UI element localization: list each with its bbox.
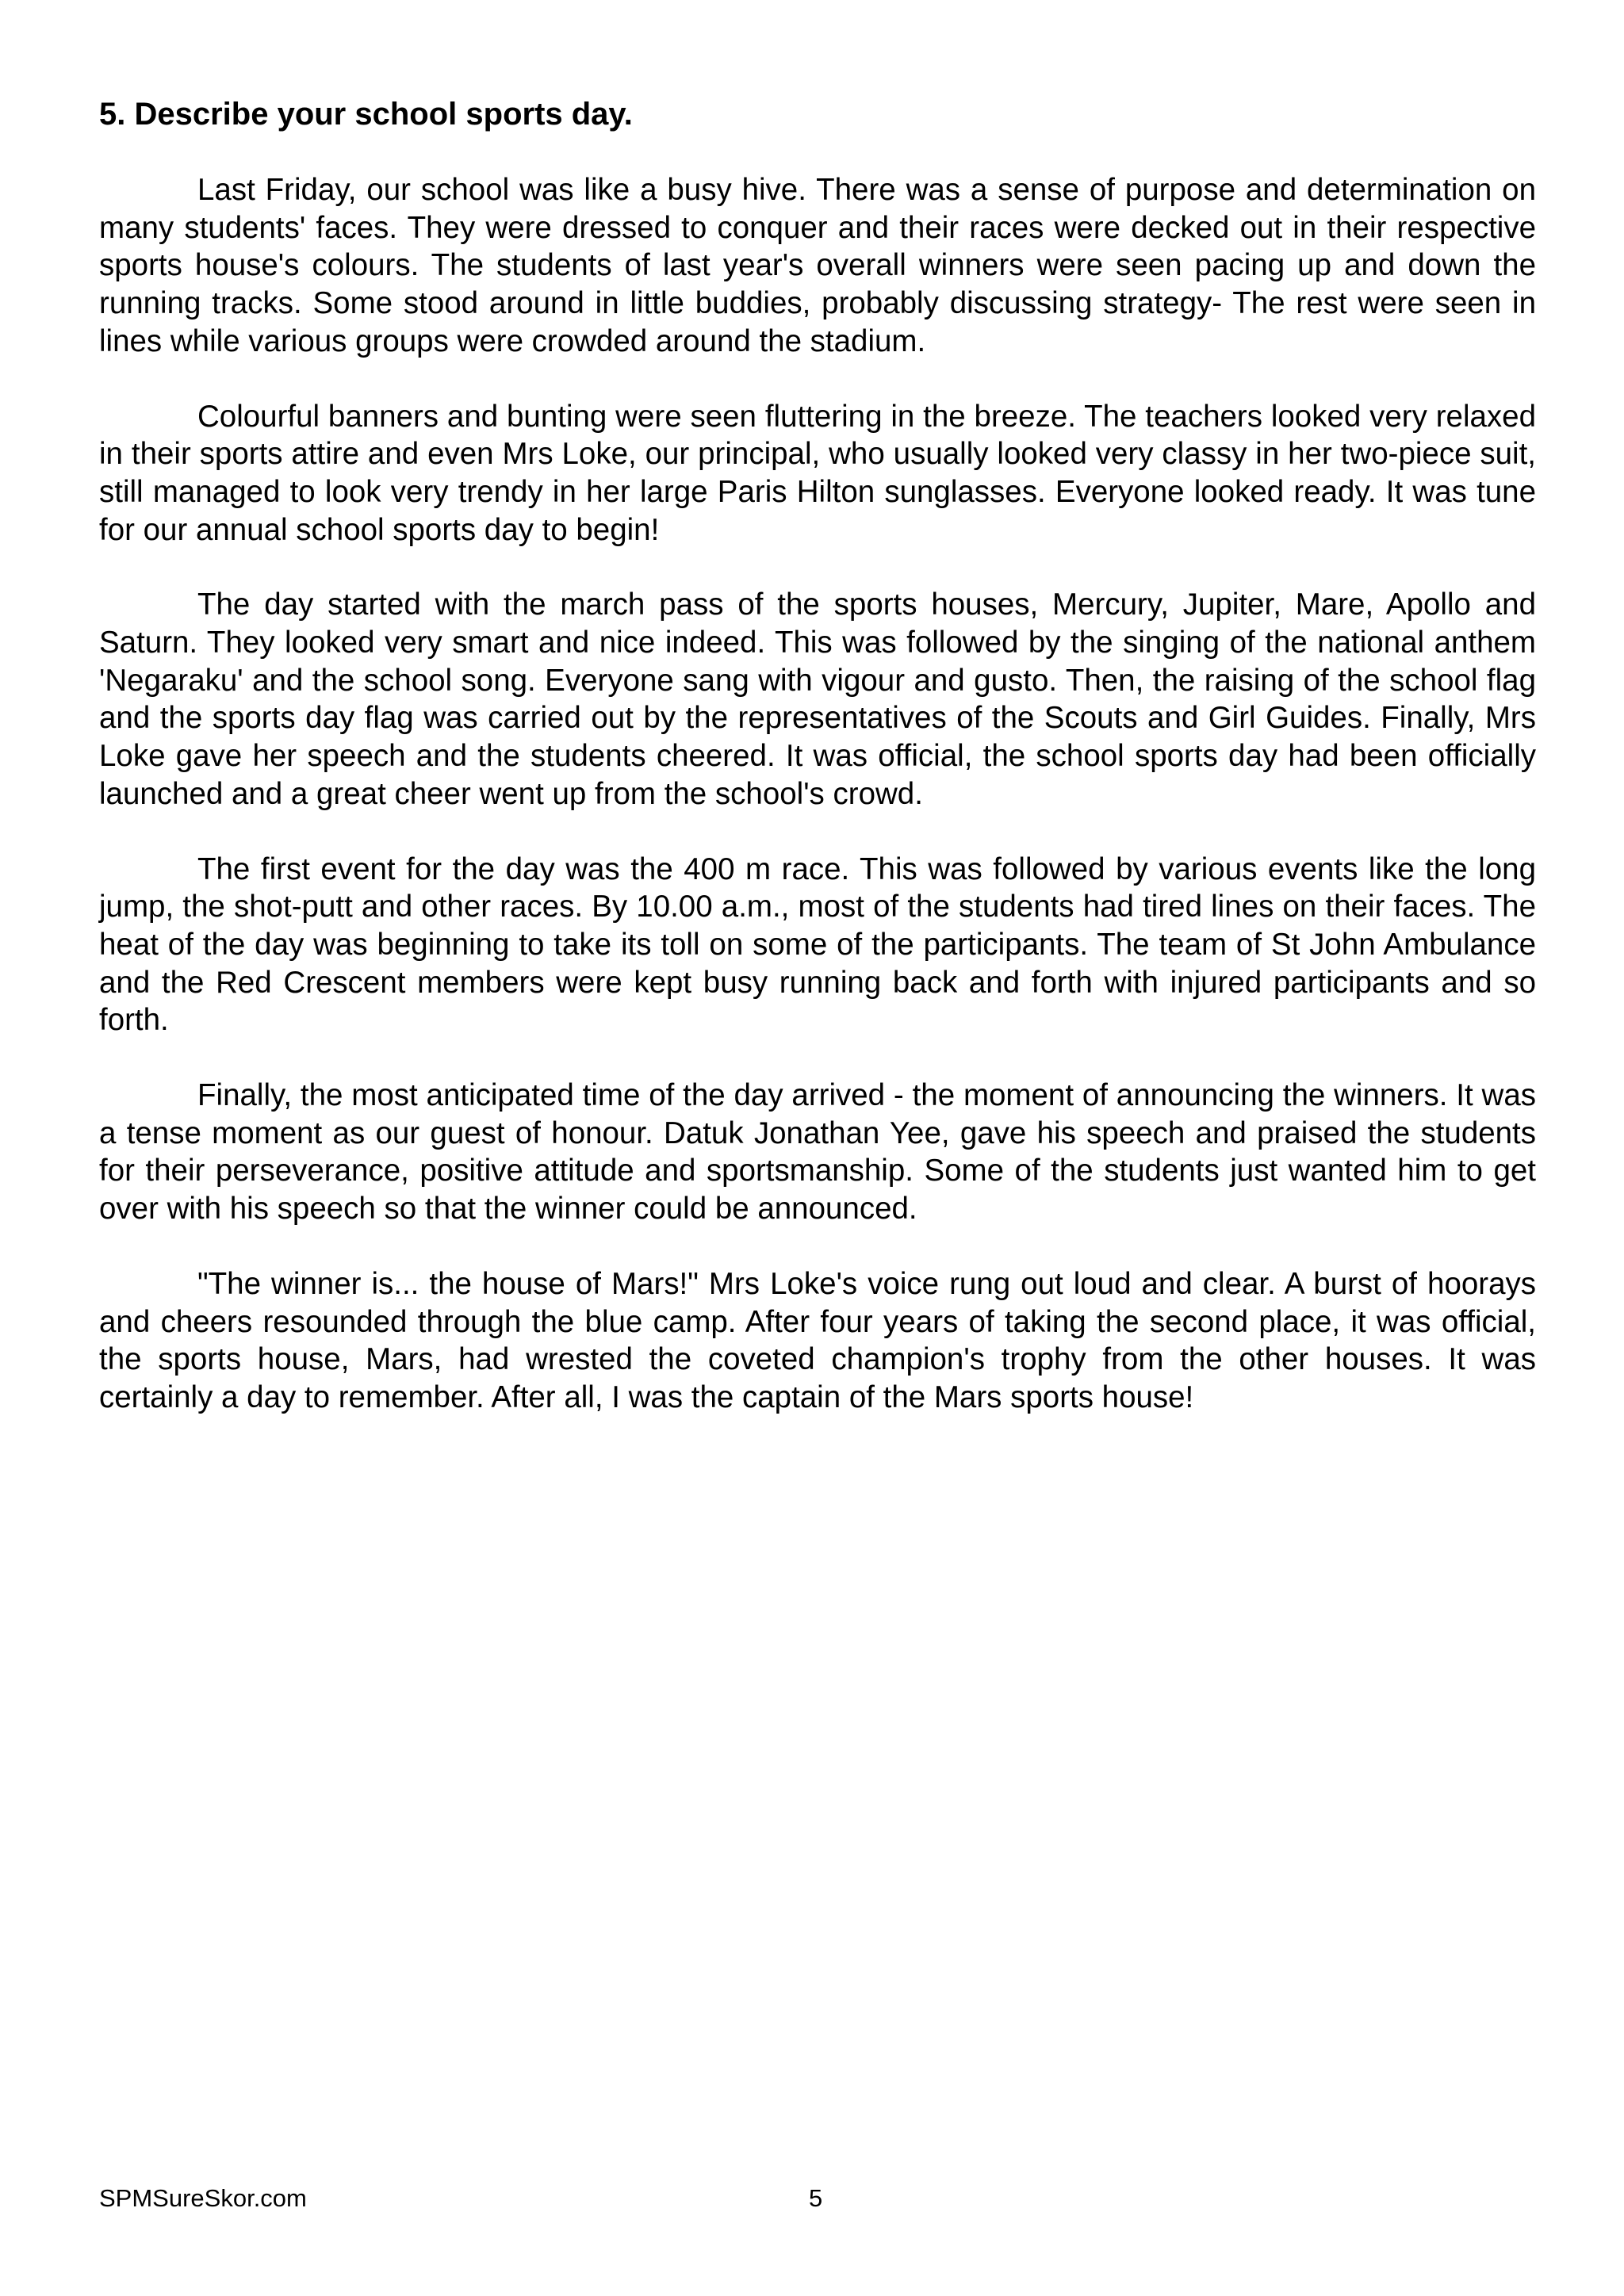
- paragraph-1: Last Friday, our school was like a busy hive. There was a sense of purpose and determination on many students' faces. They were dressed to conquer and their races were decked out in their respective sports house's colours. The students of last year's overall winners were seen pacing up and down the running tracks. Some stood around in little buddies, probably discussing strategy- The rest were seen in lines while various groups were crowded around the stadium.: [99, 173, 1536, 358]
- paragraph-4: The first event for the day was the 400 m race. This was followed by various events like the long jump, the shot-putt and other races. By 10.00 a.m., most of the students had tired lines on their faces. The heat of the day was beginning to take its toll on some of the participants. The team of St John Ambulance and the Red Crescent members were kept busy running back and forth with injured participants and so forth.: [99, 851, 1536, 1038]
- paragraph-2: Colourful banners and bunting were seen fluttering in the breeze. The teachers looked very relaxed in their sports attire and even Mrs Loke, our principal, who usually looked very classy in her two-piece suit, still managed to look very trendy in her large Paris Hilton sunglasses. Everyone looked ready. It was tune for our annual school sports day to begin!: [99, 399, 1536, 547]
- document-body: [99, 95, 1536, 1454]
- paragraph-3: The day started with the march pass of the sports houses, Mercury, Jupiter, Mare, Apollo and Saturn. They looked very smart and nice indeed. This was followed by the singing of the national anthem 'Negaraku' and the school song. Everyone sang with vigour and gusto. Then, the raising of the school flag and the sports day flag was carried out by the representatives of the Scouts and Girl Guides. Finally, Mrs Loke gave her speech and the students cheered. It was official, the school sports day had been officially launched and a great cheer went up from the school's crowd.: [99, 587, 1536, 811]
- question-heading: 5. Describe your school sports day.: [99, 97, 633, 132]
- footer-page-number: 5: [809, 2184, 823, 2212]
- paragraph-6: "The winner is... the house of Mars!" Mrs Loke's voice rung out loud and clear. A burst of hoorays and cheers resounded through the blue camp. After four years of taking the second place, it was official, the sports house, Mars, had wrested the coveted champion's trophy from the other houses. It was certainly a day to remember. After all, I was the captain of the Mars sports house!: [99, 1266, 1536, 1414]
- footer-site-name: SPMSureSkor.com: [99, 2184, 307, 2212]
- paragraph-5: Finally, the most anticipated time of the day arrived - the moment of announcing the winners. It was a tense moment as our guest of honour. Datuk Jonathan Yee, gave his speech and praised the students for their perseverance, positive attitude and sportsmanship. Some of the students just wanted him to get over with his speech so that the winner could be announced.: [99, 1078, 1536, 1226]
